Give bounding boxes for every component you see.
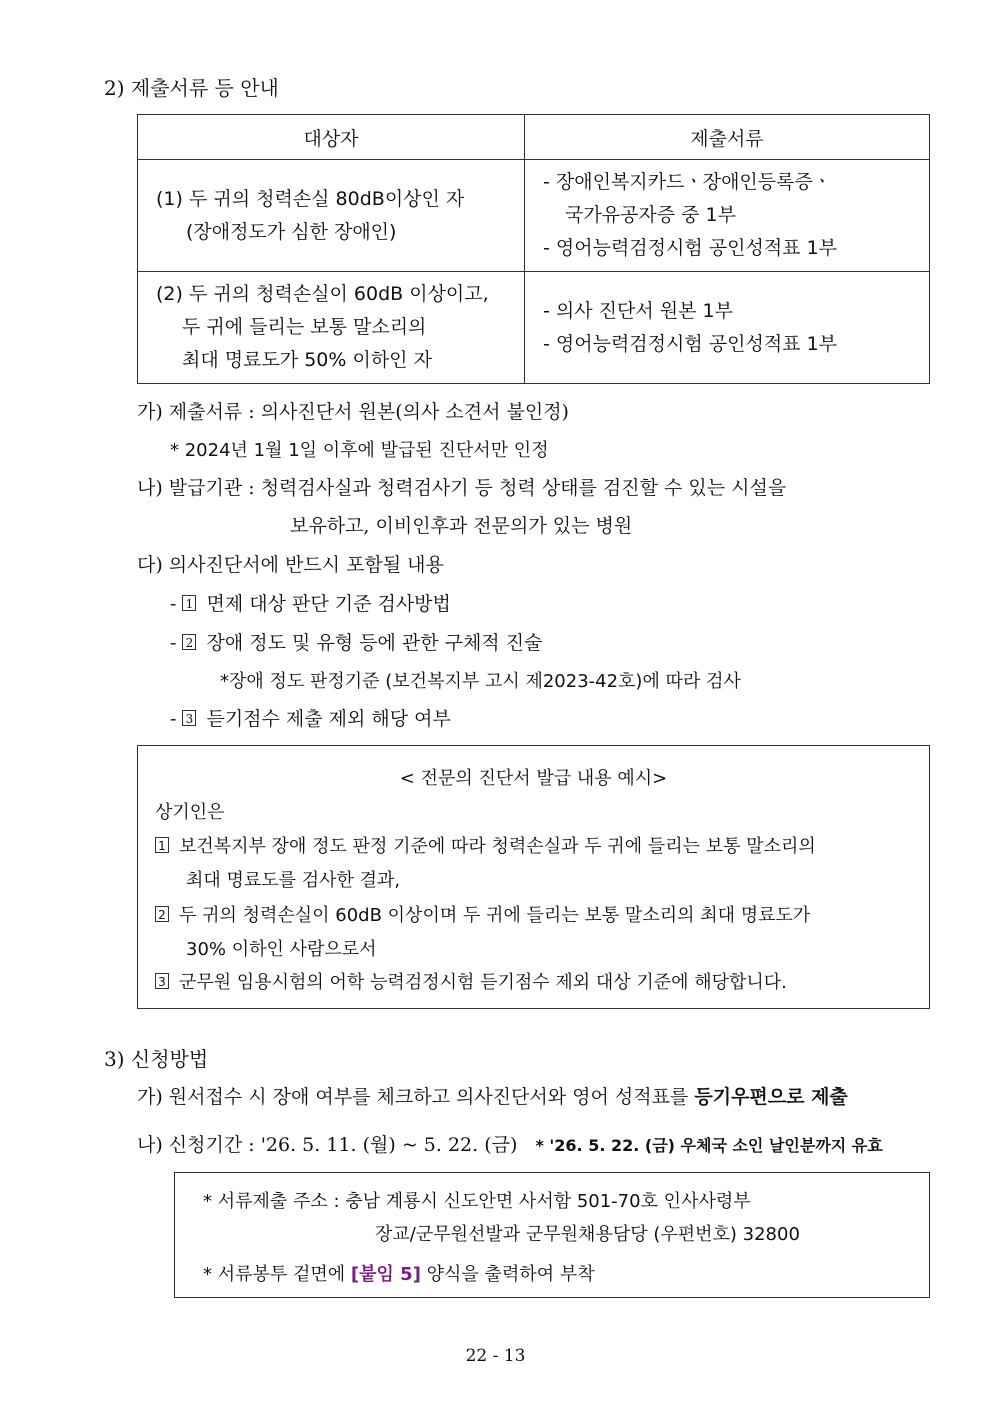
number-mark-icon: 1 [155,837,169,853]
example-intro: 상기인은 [155,802,225,823]
example-line3 [155,968,787,994]
attach-pre: * 서류봉투 겉면에 [203,1264,346,1285]
table-row [138,160,930,272]
cell-line: - 의사 진단서 원본 1부 [543,299,733,322]
section3-ga-text: 가) 원서접수 시 장애 여부를 체크하고 의사진단서와 영어 성적표를 [137,1086,689,1108]
attach-ref: [붙임 5] [350,1264,421,1285]
item-da-2-note: *장애 정도 판정기준 (보건복지부 고시 제2023-42호)에 따라 검사 [220,671,741,692]
table-header-docs: 제출서류 [525,115,930,160]
cell-line: 최대 명료도가 50% 이하인 자 [182,349,432,371]
section-heading-3: 3) 신청방법 [104,1047,209,1071]
item-da-2 [170,628,542,655]
table-cell-target [138,272,525,384]
cell-line: (2) 두 귀의 청력손실이 60dB 이상이고, [156,283,489,305]
section3-item-na [137,1130,883,1157]
table-header-row [138,115,930,160]
item-ga-note: * 2024년 1월 1일 이후에 발급된 진단서만 인정 [170,440,549,461]
item-da: 다) 의사진단서에 반드시 포함될 내용 [137,554,444,576]
cell-line: 두 귀에 들리는 보통 말소리의 [182,316,427,338]
example-line2 [155,901,810,927]
section-heading-2: 2) 제출서류 등 안내 [104,76,279,100]
attach-line [203,1260,595,1286]
address-line2: 장교/군무원선발과 군무원채용담당 (우편번호) 32800 [375,1224,800,1245]
table-cell-docs [525,160,930,272]
table-cell-target [138,160,525,272]
section3-na-bold: * '26. 5. 22. (금) 우체국 소인 날인분까지 유효 [535,1136,883,1155]
example-line3-text: 군무원 임용시험의 어학 능력검정시험 듣기점수 제외 대상 기준에 해당합니다. [179,972,787,993]
dash: - [170,708,183,730]
table-row [138,272,930,384]
dash: - [170,632,183,654]
number-mark-icon: 1 [182,595,196,611]
example-line2-text: 두 귀의 청력손실이 60dB 이상이며 두 귀에 들리는 보통 말소리의 최대 명료도가 [179,905,811,926]
example-line2b: 30% 이하인 사람으로서 [186,939,377,960]
item-da-3-text: 듣기점수 제출 제외 해당 여부 [206,708,451,730]
table-header-target: 대상자 [138,115,525,160]
item-na-line2: 보유하고, 이비인후과 전문의가 있는 병원 [290,515,633,537]
address-line1: * 서류제출 주소 : 충남 계룡시 신도안면 사서함 501-70호 인사사령부 [203,1191,751,1212]
number-mark-icon: 3 [182,710,196,726]
section3-item-ga [137,1082,848,1109]
cell-line: - 영어능력검정시험 공인성적표 1부 [543,332,838,355]
cell-line: - 장애인복지카드ㆍ장애인등록증ㆍ [543,171,832,193]
cell-line: 국가유공자증 중 1부 [565,204,736,226]
cell-line: (1) 두 귀의 청력손실 80dB이상인 자 [156,187,465,210]
item-da-2-text: 장애 정도 및 유형 등에 관한 구체적 진술 [206,632,543,654]
cell-line: - 영어능력검정시험 공인성적표 1부 [543,237,838,259]
item-da-1-text: 면제 대상 판단 기준 검사방법 [206,593,451,615]
example-box [137,745,930,1009]
example-line1-text: 보건복지부 장애 정도 판정 기준에 따라 청력손실과 두 귀에 들리는 보통 말소리의 [179,836,816,857]
page-number: 22 - 13 [465,1346,526,1366]
number-mark-icon: 3 [155,973,169,989]
requirements-table [137,114,930,384]
example-line1 [155,832,816,858]
dash: - [170,593,183,615]
address-box [174,1172,930,1298]
number-mark-icon: 2 [155,906,169,922]
attach-post: 양식을 출력하여 부착 [426,1264,595,1285]
section3-na-text: 나) 신청기간 : '26. 5. 11. (월) ~ 5. 22. (금) [137,1134,518,1156]
table-cell-docs [525,272,930,384]
item-da-1 [170,589,451,616]
item-ga: 가) 제출서류 : 의사진단서 원본(의사 소견서 불인정) [137,401,569,423]
example-title: < 전문의 진단서 발급 내용 예시> [399,768,668,789]
item-na-line1: 나) 발급기관 : 청력검사실과 청력검사기 등 청력 상태를 검진할 수 있는 시설을 [137,477,787,499]
cell-line: (장애정도가 심한 장애인) [186,220,397,243]
number-mark-icon: 2 [182,634,196,650]
section3-ga-bold: 등기우편으로 제출 [694,1086,848,1108]
example-line1b: 최대 명료도를 검사한 결과, [186,870,401,891]
item-da-3 [170,704,451,731]
